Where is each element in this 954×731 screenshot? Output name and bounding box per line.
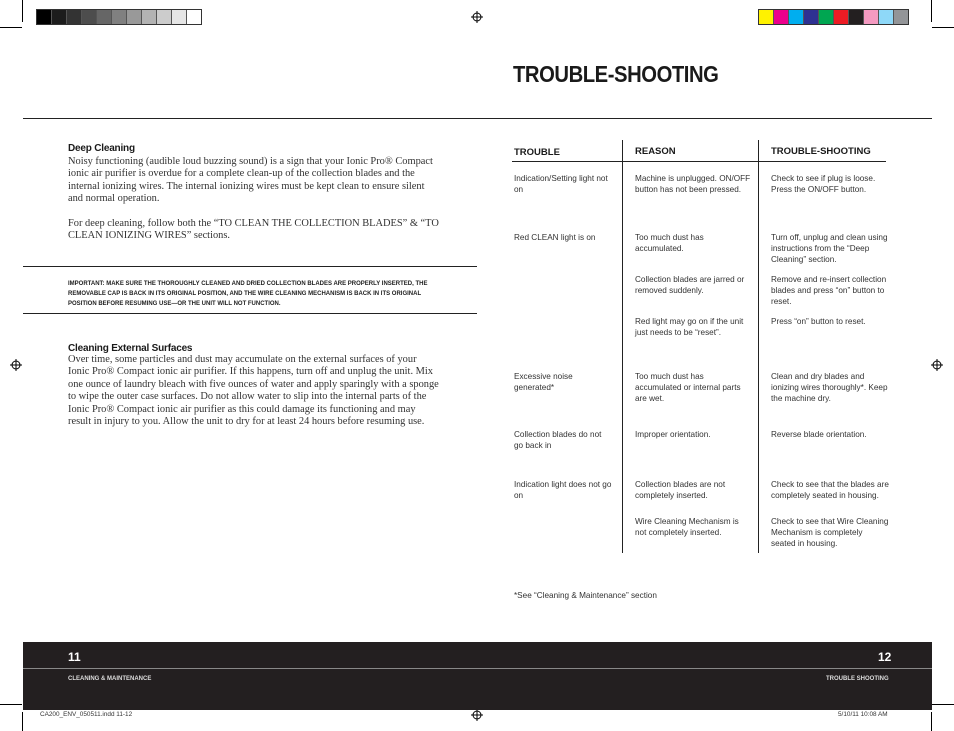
color-swatch — [127, 10, 142, 24]
footer-bar — [23, 642, 932, 710]
registration-mark-icon — [471, 709, 483, 721]
deep-cleaning-heading: Deep Cleaning — [68, 143, 135, 154]
color-swatch — [864, 10, 879, 24]
column-divider — [758, 140, 759, 553]
deep-cleaning-body — [68, 156, 440, 255]
color-swatch — [97, 10, 112, 24]
column-divider — [622, 140, 623, 553]
external-cleaning-body — [68, 354, 440, 441]
table-cell-reason: Too much dust has accumulated or internal parts are wet. — [635, 372, 741, 403]
color-swatch — [789, 10, 804, 24]
color-swatch — [67, 10, 82, 24]
header-rule — [23, 118, 932, 119]
table-cell-reason: Red light may go on if the unit just needs to be “reset”. — [635, 317, 744, 337]
file-slug: CA200_ENV_050511.indd 11-12 — [40, 711, 133, 718]
table-cell-reason: Too much dust has accumulated. — [635, 233, 704, 253]
table-cell-solution: Turn off, unplug and clean using instructions from the “Deep Cleaning” section. — [771, 233, 888, 264]
column-header-trouble: TROUBLE — [514, 147, 560, 158]
external-cleaning-paragraph: Over time, some particles and dust may accumulate on the external surfaces of your Ionic Pro® Compact ionic air purifier. If this happens, turn off and unplug the unit. Mix one ounce of laundry bleach with five ounces of water and apply sparingly with a sponge to wipe the outer case surfaces. Do not allow water to slip into the internal parts of the Ionic Pro® Compact ionic air purifier as this could damage its functioning and may result in injury to you. Allow the unit to dry for at least 24 hours before resuming use. — [68, 354, 439, 428]
footer-divider — [23, 668, 932, 669]
color-swatch — [774, 10, 789, 24]
color-swatch — [879, 10, 894, 24]
table-cell-trouble: Collection blades do not go back in — [514, 430, 602, 450]
deep-cleaning-paragraph: Noisy functioning (audible loud buzzing sound) is a sign that your Ionic Pro® Compact ionic air purifier is overdue for a complete clean-up of the collection blades and the internal ionizing wires. The internal ionizing wires must be kept clean to ensure silent and normal operation. — [68, 156, 433, 205]
table-cell-solution: Press “on” button to reset. — [771, 317, 866, 326]
color-swatch — [894, 10, 908, 24]
table-cell-trouble: Excessive noise generated* — [514, 372, 573, 392]
page-title: TROUBLE-SHOOTING — [513, 61, 719, 87]
table-cell-trouble: Indication/Setting light not on — [514, 174, 608, 194]
table-cell-solution: Check to see that Wire Cleaning Mechanism is completely seated in housing. — [771, 517, 889, 548]
color-swatch — [172, 10, 187, 24]
left-section-label: CLEANING & MAINTENANCE — [68, 676, 152, 682]
table-cell-solution: Check to see if plug is loose. Press the ON/OFF button. — [771, 174, 876, 194]
external-cleaning-heading: Cleaning External Surfaces — [68, 343, 193, 354]
important-rule-bottom — [23, 313, 477, 314]
table-cell-reason: Wire Cleaning Mechanism is not completely inserted. — [635, 517, 739, 537]
color-swatch — [849, 10, 864, 24]
registration-mark-icon — [10, 359, 22, 371]
color-swatch — [187, 10, 201, 24]
color-swatch — [157, 10, 172, 24]
registration-mark-icon — [931, 359, 943, 371]
right-section-label: TROUBLE SHOOTING — [826, 676, 889, 682]
color-swatch — [804, 10, 819, 24]
important-rule-top — [23, 266, 477, 267]
grayscale-color-bar — [36, 9, 202, 25]
color-swatch — [142, 10, 157, 24]
right-page-number: 12 — [878, 650, 892, 664]
color-swatch — [834, 10, 849, 24]
table-cell-solution: Remove and re-insert collection blades and press “on” button to reset. — [771, 275, 887, 306]
color-swatch — [52, 10, 67, 24]
table-cell-solution: Reverse blade orientation. — [771, 430, 867, 439]
table-cell-solution: Clean and dry blades and ionizing wires thoroughly*. Keep the machine dry. — [771, 372, 888, 403]
deep-cleaning-paragraph: For deep cleaning, follow both the “TO CLEAN THE COLLECTION BLADES” & “TO CLEAN IONIZING WIRES” sections. — [68, 218, 439, 242]
important-notice: IMPORTANT: MAKE SURE THE THOROUGHLY CLEANED AND DRIED COLLECTION BLADES ARE PROPERLY INSERTED, THE REMOVABLE CAP IS BACK IN ITS ORIGINAL POSITION, AND THE WIRE CLEANING MECHANISM IS BACK IN ITS ORIGINAL POSITION BEFORE RESUMING USE—OR THE UNIT WILL NOT FUNCTION. — [68, 281, 428, 307]
date-slug: 5/10/11 10:08 AM — [838, 711, 888, 718]
color-swatch — [82, 10, 97, 24]
column-header-reason: REASON — [635, 146, 676, 157]
table-cell-reason: Improper orientation. — [635, 430, 711, 439]
table-cell-reason: Collection blades are not completely inserted. — [635, 480, 726, 500]
color-swatch — [37, 10, 52, 24]
table-footnote: *See “Cleaning & Maintenance” section — [514, 591, 657, 600]
table-cell-trouble: Red CLEAN light is on — [514, 233, 596, 242]
column-header-solution: TROUBLE-SHOOTING — [771, 146, 871, 157]
left-page-number: 11 — [68, 650, 81, 664]
color-swatch — [759, 10, 774, 24]
color-swatch — [112, 10, 127, 24]
color-swatch — [819, 10, 834, 24]
table-cell-trouble: Indication light does not go on — [514, 480, 612, 500]
process-color-bar — [758, 9, 909, 25]
table-cell-solution: Check to see that the blades are completely seated in housing. — [771, 480, 889, 500]
table-cell-reason: Collection blades are jarred or removed suddenly. — [635, 275, 745, 295]
registration-mark-icon — [471, 11, 483, 23]
table-header-rule — [512, 161, 886, 162]
table-cell-reason: Machine is unplugged. ON/OFF button has not been pressed. — [635, 174, 751, 194]
